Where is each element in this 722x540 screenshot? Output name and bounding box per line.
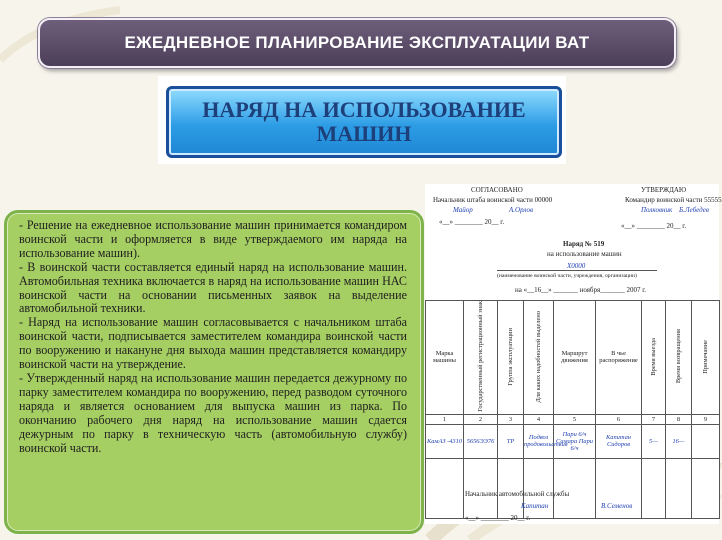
row-cell-3: ТР [498,424,524,458]
footer-name: В.Семенов [601,502,633,510]
header-cell-7: Время выезда [642,301,666,415]
page-title-bar [38,18,676,68]
description-panel [4,210,424,534]
rank-right: Полковник [641,206,673,214]
unit-caption: (наименование воинской части, учреждения, организации) [497,270,657,280]
row-cell-5: Пари 6/ч Самара Пари 6/ч [554,424,596,458]
approved-label: УТВЕРЖДАЮ [641,186,687,194]
table-header-row [426,301,720,415]
table-empty-row [426,458,720,518]
paragraph-1: - Решение на ежедневное использование машин принимается командиром воинской части и оформляется в виде утверждаемого им наряда на использование машин). [19,218,407,260]
number-cell-9: 9 [692,414,720,424]
number-cell-6: 6 [596,414,642,424]
header-cell-2: Государственный регистрационный знак [464,301,498,415]
name-right: Б.Лебедев [679,206,709,214]
row-cell-7: 5— [642,424,666,458]
order-banner [166,86,562,158]
table-row [426,424,720,458]
paragraph-2: - В воинской части составляется единый наряд на использование машин. Автомобильная техника включается в наряд на использование машин НАС воинской части на основании письменных заявок на выделение автомобильной техники. [19,259,407,316]
row-cell-6: Капитан Сидоров [596,424,642,458]
paragraph-4: - Утвержденный наряд на использование машин передается дежурному по парку заместителем командира по вооружению, перед разводом суточного наряда и является основанием для выпуска машин из парка. По окончанию рабочего дня наряд на использование машин сдается дежурным по парку в техническую часть (автомобильную службу) воинской части. [19,370,407,455]
header-cell-9: Примечание [692,301,720,415]
number-cell-3: 3 [498,414,524,424]
commander-title: Командир воинской части 55555 [625,196,722,204]
number-cell-4: 4 [524,414,554,424]
header-cell-8: Время возвращения [666,301,692,415]
chief-staff-title: Начальник штаба воинской части 00000 [433,196,553,204]
header-cell-5: Маршрут движения [554,301,596,415]
row-cell-4: Подвоз продовольствия [524,424,554,458]
order-period: на «__16__» _______ ноября_______ 2007 г. [515,286,647,294]
order-number: Наряд № 519 [563,240,605,248]
number-cell-2: 2 [464,414,498,424]
agreed-label: СОГЛАСОВАНО [471,186,523,194]
page-title: ЕЖЕДНЕВНОЕ ПЛАНИРОВАНИЕ ЭКСПЛУАТАЦИИ ВАТ [124,33,590,52]
header-cell-1: Марка машины [426,301,464,415]
order-form-document [425,184,722,524]
rank-left: Майор [453,206,473,214]
row-cell-8: 16— [666,424,692,458]
header-cell-3: Группа эксплуатации [498,301,524,415]
table-number-row [426,414,720,424]
paragraph-3: - Наряд на использование машин согласовывается с начальником штаба воинской части, подписывается заместителем командира воинской части по вооружению и накануне дня выхода машин представляется командиру воинской части на утверждение. [19,315,407,372]
description-text [19,219,407,455]
date-line-left: «__» ________ 20__ г. [439,218,505,226]
unit-value: Х0000 [567,262,586,270]
footer-date: «__» ________ 20__ г. [465,514,531,522]
number-cell-5: 5 [554,414,596,424]
footer-rank: Капитан [521,502,549,510]
footer-title: Начальник автомобильной службы [465,490,570,498]
row-cell-9 [692,424,720,458]
header-cell-6: В чье распоряжение [596,301,642,415]
row-cell-1: КамАЗ -4310 [426,424,464,458]
banner-line-2: МАШИН [316,121,412,146]
order-table [425,300,720,519]
banner-line-1: НАРЯД НА ИСПОЛЬЗОВАНИЕ [202,97,526,123]
header-cell-4: Для каких надобностей выделено [524,301,554,415]
name-left: А.Орлов [509,206,533,214]
row-cell-2: 5656ЭЭ76 [464,424,498,458]
number-cell-8: 8 [666,414,692,424]
number-cell-1: 1 [426,414,464,424]
order-subtitle: на использование машин [547,250,622,258]
banner-frame [158,76,566,164]
date-line-right: «__» ________ 20__ г. [621,222,687,230]
number-cell-7: 7 [642,414,666,424]
